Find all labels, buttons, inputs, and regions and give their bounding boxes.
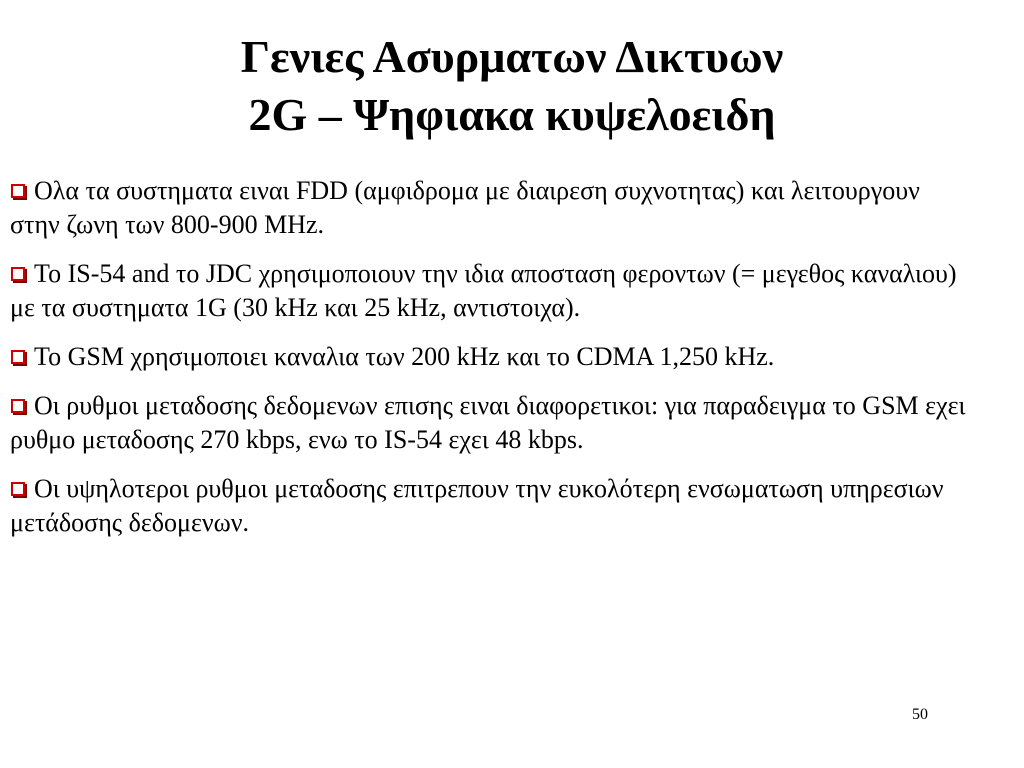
page-number: 50 (912, 706, 928, 723)
bullet-text: Το GSM χρησιμοποιει καναλια των 200 kHz και το CDMA 1,250 kHz. (34, 342, 775, 371)
title-line-1: Γενιες Ασυρματων Δικτυων (240, 31, 784, 82)
bullet-square-icon (11, 482, 25, 496)
title-line-2: 2G – Ψηφιακα κυψελοειδη (248, 89, 776, 140)
slide-title (0, 28, 1024, 144)
bullet-item-fdd (10, 174, 970, 242)
bullet-text: Οι υψηλοτεροι ρυθμοι μεταδοσης επιτρεπουν την ευκολότερη ενσωματωση υπηρεσιων μετάδοσης δεδομενων. (10, 474, 944, 537)
bullet-text: Ολα τα συστηματα ειναι FDD (αμφιδρομα με διαιρεση συχνοτητας) και λειτουργουν στην ζωνη των 800-900 MHz. (10, 176, 920, 239)
bullet-list (10, 174, 970, 555)
bullet-square-icon (11, 350, 25, 364)
bullet-square-icon (11, 399, 25, 413)
bullet-item-data-services (10, 472, 970, 540)
bullet-item-carrier-spacing (10, 257, 970, 325)
bullet-item-data-rates (10, 389, 970, 457)
bullet-square-icon (11, 267, 25, 281)
bullet-item-channels (10, 340, 970, 374)
bullet-square-icon (11, 184, 25, 198)
bullet-text: Το IS-54 and το JDC χρησιμοποιουν την ιδια αποσταση φεροντων (= μεγεθος καναλιου) με τα συστηματα 1G (30 kHz και 25 kHz, αντιστοιχα). (10, 259, 957, 322)
bullet-text: Οι ρυθμοι μεταδοσης δεδομενων επισης ειναι διαφορετικοι: για παραδειγμα το GSM εχει ρυθμο μεταδοσης 270 kbps, ενω το IS-54 εχει 48 kbps. (10, 391, 966, 454)
